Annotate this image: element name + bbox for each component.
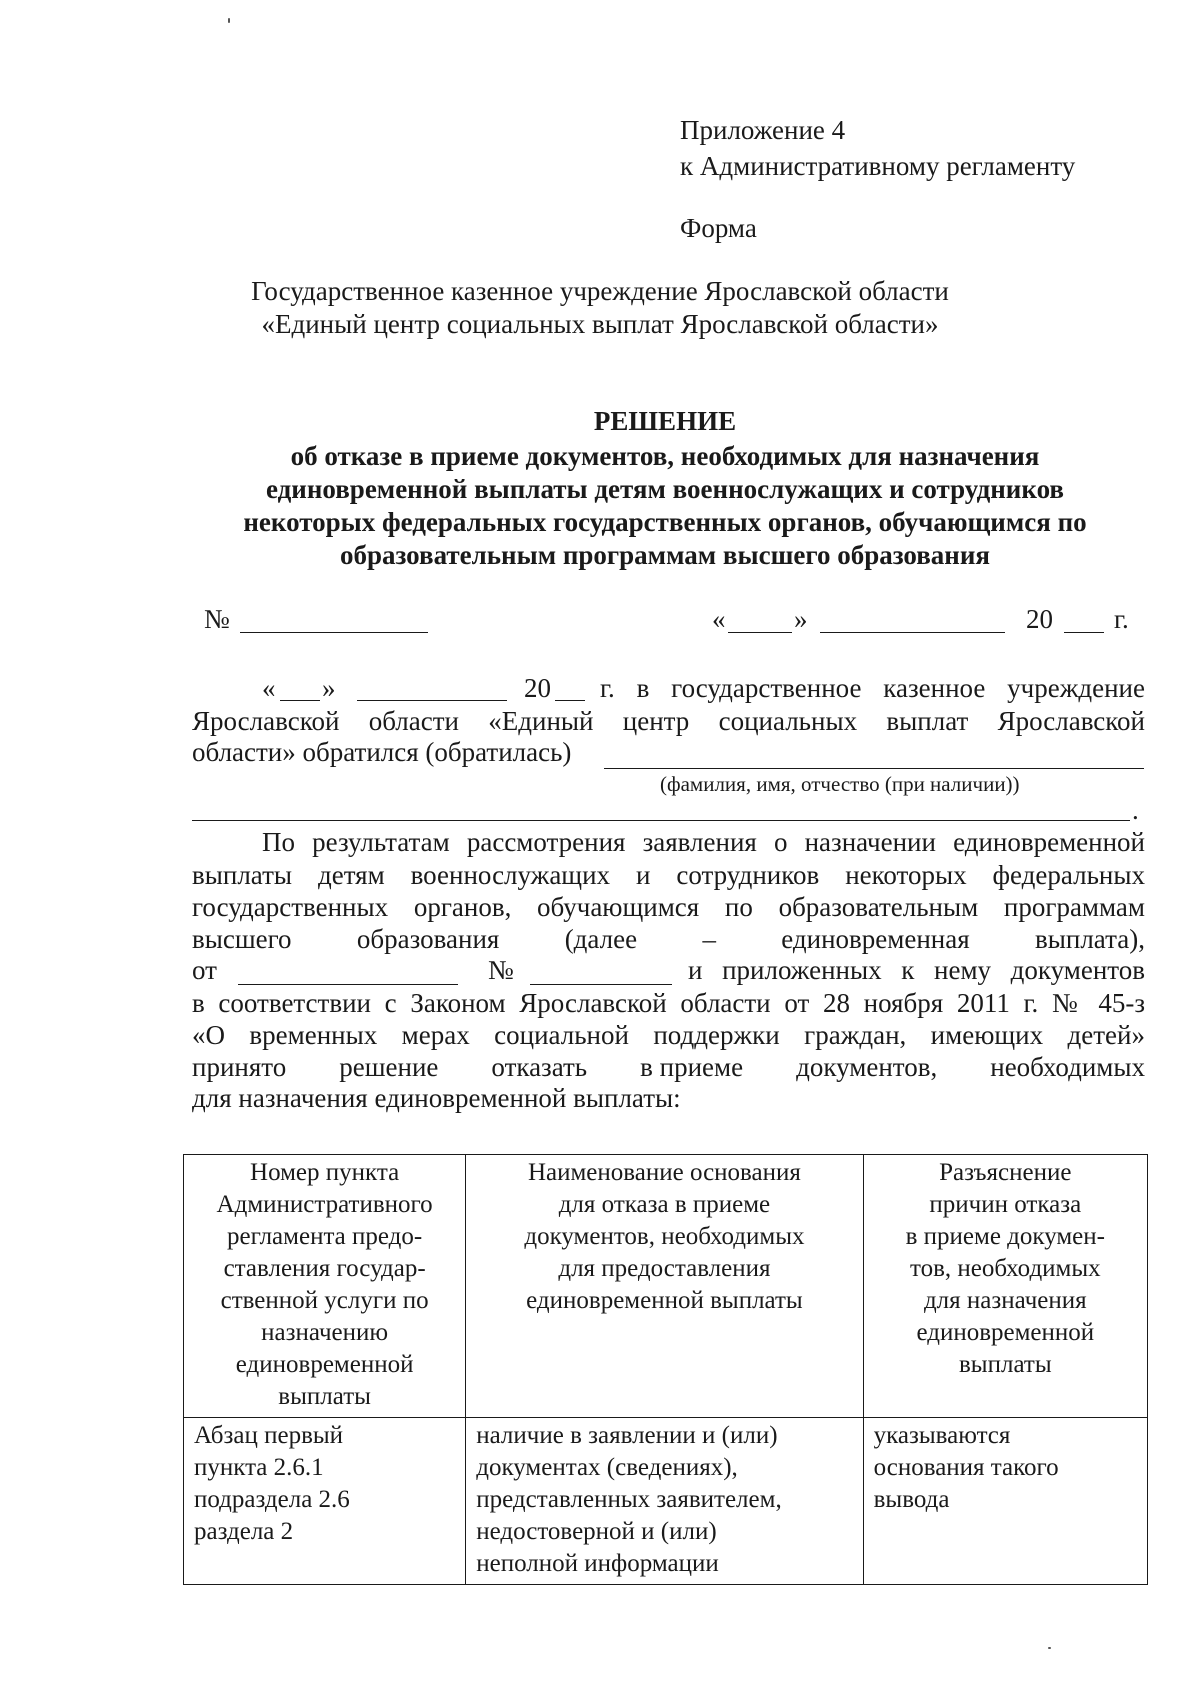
date-quote-open: « bbox=[712, 604, 726, 634]
organization-line2: «Единый центр социальных выплат Ярославской области» bbox=[261, 309, 939, 339]
result-number-sign: № bbox=[488, 955, 514, 985]
table-row bbox=[184, 1418, 1148, 1585]
header-cell-explanation bbox=[863, 1155, 1147, 1418]
date-day-blank bbox=[728, 632, 792, 633]
appeal-year-blank bbox=[555, 700, 585, 701]
appeal-line2: Ярославской области «Единый центр социальных выплат Ярославской bbox=[192, 706, 1145, 736]
appeal-line1-rest: г. в государственное казенное учреждение bbox=[600, 673, 1145, 703]
result-word: высшего bbox=[192, 924, 292, 954]
result-line2: выплаты детям военнослужащих и сотрудников некоторых федеральных bbox=[192, 860, 1145, 890]
result-word: выплата), bbox=[1035, 924, 1145, 954]
appeal-quote-close: » bbox=[322, 673, 336, 703]
fio-hint: (фамилия, имя, отчество (при наличии)) bbox=[660, 772, 1020, 796]
scan-speck bbox=[228, 18, 230, 23]
organization-line1: Государственное казенное учреждение Ярославской области bbox=[251, 276, 949, 306]
appeal-line3: области» обратился (обратилась) bbox=[192, 737, 572, 767]
point-text: Абзац первый пункта 2.6.1 подраздела 2.6 раздела 2 bbox=[194, 1422, 350, 1545]
date-year-prefix: 20 bbox=[1026, 604, 1053, 634]
result-from-label: от bbox=[192, 955, 217, 985]
title-line1: об отказе в приеме документов, необходимых для назначения bbox=[290, 441, 1040, 471]
result-word: решение bbox=[339, 1052, 439, 1082]
statement-number-blank bbox=[530, 984, 672, 985]
result-line5-rest: и приложенных к нему документов bbox=[688, 955, 1145, 985]
result-word: единовременная bbox=[781, 924, 970, 954]
cell-point bbox=[184, 1418, 466, 1585]
header-explanation-text: Разъяснение причин отказа в приеме докумен- тов, необходимых для назначения единовременной выплаты bbox=[905, 1159, 1105, 1378]
form-label: Форма bbox=[680, 213, 757, 243]
result-line4 bbox=[192, 923, 1145, 955]
number-blank-line bbox=[240, 632, 428, 633]
table-header-row bbox=[184, 1155, 1148, 1418]
result-line7: «О временных мерах социальной поддержки граждан, имеющих детей» bbox=[192, 1020, 1145, 1050]
appeal-fio-continuation-line bbox=[192, 820, 1130, 821]
document-title: РЕШЕНИЕ bbox=[593, 406, 737, 436]
cell-ground bbox=[466, 1418, 863, 1585]
appeal-end-dot: . bbox=[1132, 795, 1139, 825]
result-line1: По результатам рассмотрения заявления о назначении единовременной bbox=[262, 827, 1145, 857]
header-point-text: Номер пункта Административного регламента предо- ставления государ- ственной услуги по назначению единовременной выплаты bbox=[216, 1159, 433, 1410]
title-line2: единовременной выплаты детям военнослужащих и сотрудников bbox=[266, 474, 1064, 504]
result-line9: для назначения единовременной выплаты: bbox=[192, 1083, 681, 1113]
appeal-year-prefix: 20 bbox=[524, 673, 551, 703]
appeal-fio-blank bbox=[604, 768, 1144, 769]
cell-explanation bbox=[863, 1418, 1147, 1585]
scan-speck bbox=[1048, 1647, 1051, 1649]
appendix-block bbox=[680, 112, 1075, 184]
result-line3: государственных органов, обучающимся по образовательным программам bbox=[192, 892, 1145, 922]
header-ground-text: Наименование основания для отказа в приеме документов, необходимых для предоставления единовременной выплаты bbox=[524, 1159, 805, 1314]
result-word: – bbox=[702, 924, 716, 954]
date-year-suffix: г. bbox=[1114, 604, 1129, 634]
explanation-text: указываются основания такого вывода bbox=[873, 1422, 1059, 1513]
appeal-quote-open: « bbox=[262, 673, 276, 703]
statement-date-blank bbox=[238, 984, 458, 985]
result-word: документов, bbox=[796, 1052, 938, 1082]
date-quote-close: » bbox=[794, 604, 808, 634]
number-sign: № bbox=[204, 604, 230, 634]
appendix-line1: Приложение 4 bbox=[680, 115, 846, 145]
result-word: в приеме bbox=[640, 1052, 744, 1082]
header-cell-point bbox=[184, 1155, 466, 1418]
ground-text: наличие в заявлении и (или) документах (сведениях), представленных заявителем, недостоверной и (или) неполной информации bbox=[476, 1422, 782, 1577]
title-line3: некоторых федеральных государственных органов, обучающимся по bbox=[243, 507, 1087, 537]
appendix-line2: к Административному регламенту bbox=[680, 151, 1076, 181]
date-month-blank bbox=[820, 632, 1005, 633]
result-word: (далее bbox=[564, 924, 638, 954]
result-line6: в соответствии с Законом Ярославской области от 28 ноября 2011 г. № 45-з bbox=[192, 988, 1145, 1018]
result-word: образования bbox=[356, 924, 500, 954]
result-word: отказать bbox=[491, 1052, 588, 1082]
result-word: необходимых bbox=[990, 1052, 1145, 1082]
header-cell-ground bbox=[466, 1155, 863, 1418]
result-word: принято bbox=[192, 1052, 287, 1082]
appeal-day-blank bbox=[280, 700, 320, 701]
result-line8 bbox=[192, 1051, 1145, 1083]
title-line4: образовательным программам высшего образования bbox=[339, 540, 991, 570]
appeal-month-blank bbox=[357, 700, 507, 701]
refusal-grounds-table bbox=[183, 1154, 1148, 1585]
date-year-blank bbox=[1064, 632, 1104, 633]
